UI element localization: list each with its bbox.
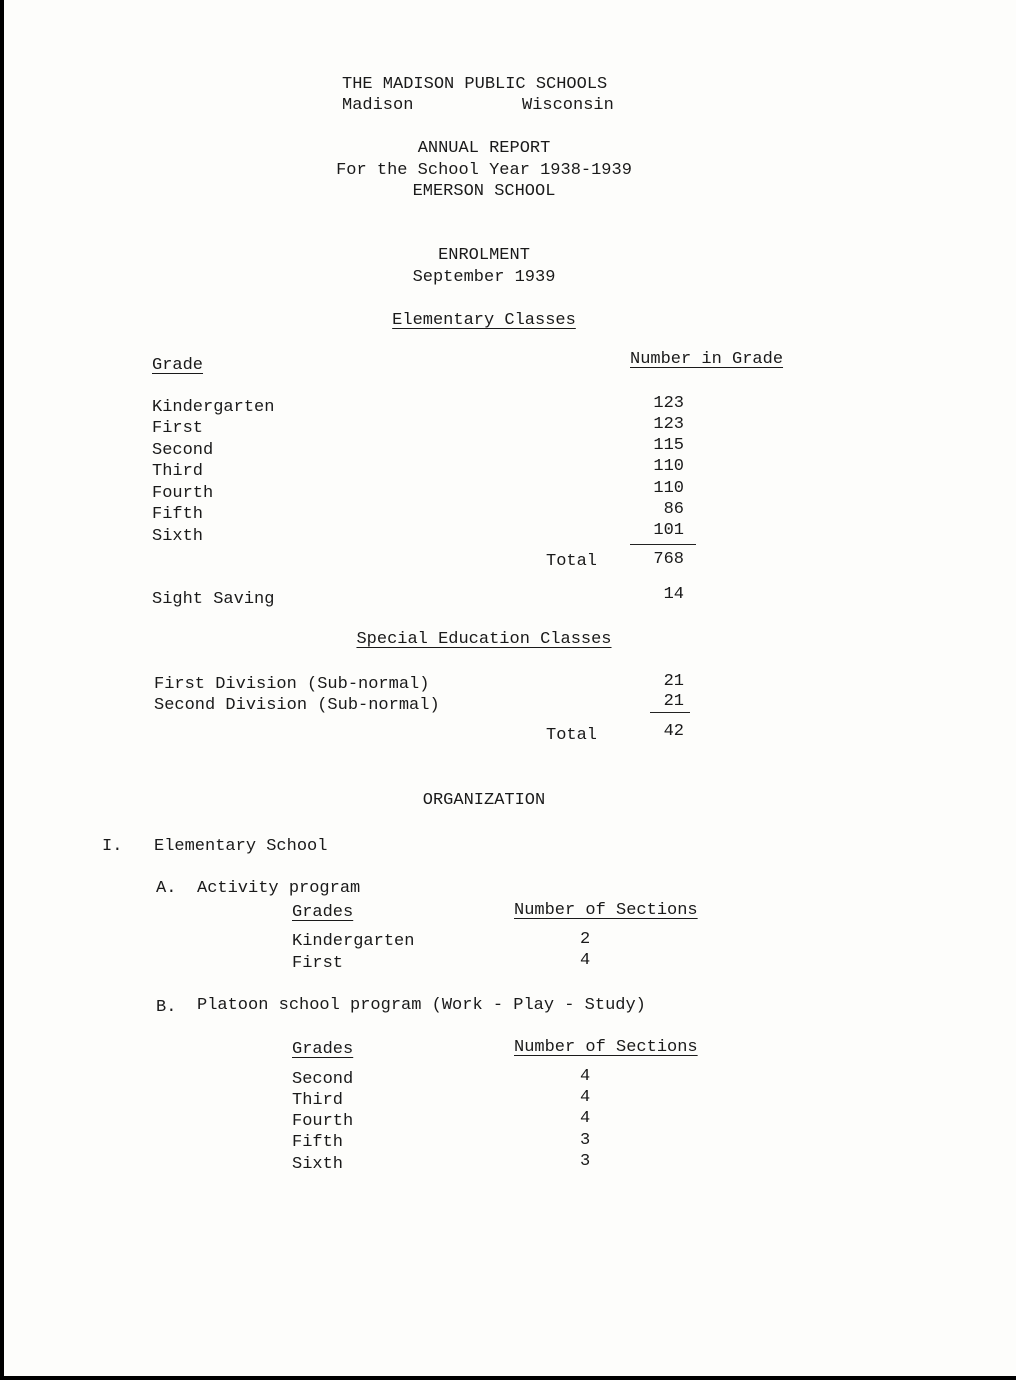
row-label: Fourth [152, 484, 214, 503]
elementary-classes-heading: Elementary Classes [392, 311, 576, 330]
row-label: Second [292, 1070, 354, 1089]
row-value: 3 [580, 1152, 591, 1171]
row-label: Second [152, 441, 214, 460]
report-title: ANNUAL REPORT [417, 139, 551, 158]
number-column-header: Number in Grade [630, 350, 784, 369]
row-label: Third [152, 462, 204, 481]
row-label: Kindergarten [152, 398, 275, 417]
special-total-label: Total [546, 726, 598, 745]
enrolment-title: ENROLMENT [438, 246, 530, 265]
section-number: I. [102, 837, 123, 856]
row-value: 2 [580, 930, 591, 949]
row-value: 21 [663, 672, 684, 691]
sections-column-header: Number of Sections [514, 1038, 698, 1057]
subsection-a-marker: A. [156, 879, 177, 898]
grades-column-header: Grades [292, 1040, 354, 1059]
row-value: 110 [653, 479, 684, 498]
subsection-a-title: Activity program [197, 879, 361, 898]
organization-title: ORGANIZATION [422, 791, 546, 810]
row-value: 4 [580, 1109, 591, 1128]
row-label: Sixth [292, 1155, 344, 1174]
sum-rule [630, 544, 696, 545]
row-label: Fifth [292, 1133, 344, 1152]
section-title: Elementary School [154, 837, 328, 856]
enrolment-date: September 1939 [412, 268, 556, 287]
row-value: 123 [653, 415, 684, 434]
special-total-value: 42 [663, 722, 684, 741]
elementary-total-value: 768 [653, 550, 684, 569]
row-label: First Division (Sub-normal) [154, 675, 430, 694]
row-label: Fifth [152, 505, 204, 524]
row-value: 115 [653, 436, 684, 455]
subsection-b-marker: B. [156, 998, 177, 1017]
grades-column-header: Grades [292, 903, 354, 922]
school-year: For the School Year 1938-1939 [336, 161, 632, 180]
row-value: 3 [580, 1131, 591, 1150]
row-label: First [292, 954, 344, 973]
elementary-total-label: Total [546, 552, 598, 571]
row-label: Second Division (Sub-normal) [154, 696, 440, 715]
row-label: First [152, 419, 204, 438]
org-name: THE MADISON PUBLIC SCHOOLS [342, 75, 608, 94]
row-label: Fourth [292, 1112, 354, 1131]
row-label: Third [292, 1091, 344, 1110]
row-value: 21 [663, 692, 684, 711]
grade-column-header: Grade [152, 356, 204, 375]
city: Madison [342, 96, 414, 115]
sum-rule [650, 712, 690, 713]
state: Wisconsin [522, 96, 614, 115]
subsection-b-title: Platoon school program (Work - Play - Study) [197, 996, 646, 1015]
row-label: Sixth [152, 527, 204, 546]
row-value: 4 [580, 951, 591, 970]
row-value: 4 [580, 1067, 591, 1086]
row-label: Kindergarten [292, 932, 415, 951]
sight-saving-label: Sight Saving [152, 590, 275, 609]
row-value: 123 [653, 394, 684, 413]
row-value: 4 [580, 1088, 591, 1107]
special-education-heading: Special Education Classes [356, 630, 612, 649]
document-page [4, 0, 1016, 1376]
row-value: 110 [653, 457, 684, 476]
row-value: 86 [663, 500, 684, 519]
sections-column-header: Number of Sections [514, 901, 698, 920]
row-value: 101 [653, 521, 684, 540]
school-name: EMERSON SCHOOL [412, 182, 556, 201]
sight-saving-value: 14 [663, 585, 684, 604]
